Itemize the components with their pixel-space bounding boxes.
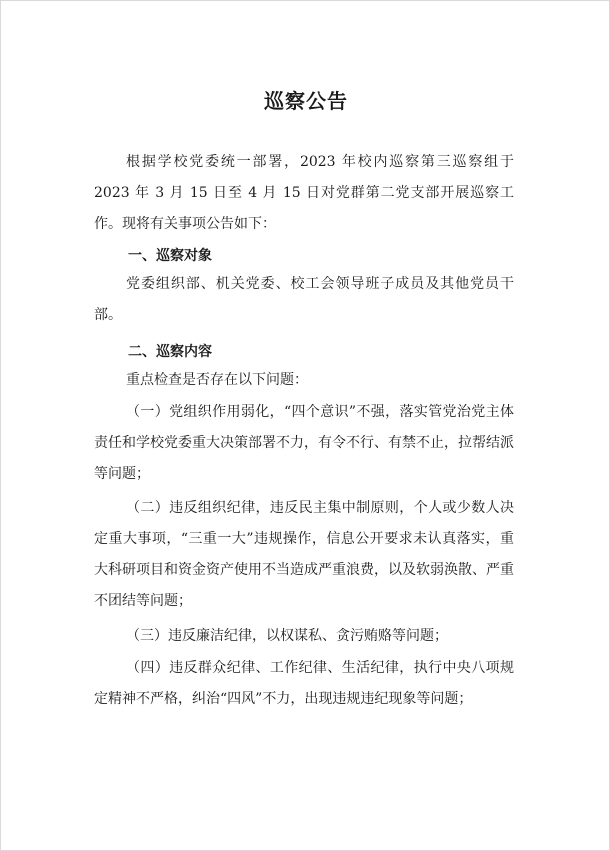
section-heading-targets: 一、巡察对象 [128,248,212,264]
intro-paragraph: 根据学校党委统一部署，2023 年校内巡察第三巡察组于 2023 年 3 月 15 日至 4 月 15 日对党群第二党支部开展巡察工作。现将有关事项公告如下： [94,154,514,232]
content-item-3: （三）违反廉洁纪律，以权谋私、贪污贿赂等问题； [126,628,448,644]
content-item-4: （四）违反群众纪律、工作纪律、生活纪律，执行中央八项规定精神不严格，纠治“四风”不力，出现违规违纪现象等问题； [94,660,514,707]
section-heading-content: 二、巡察内容 [128,344,212,360]
content-item-2: （二）违反组织纪律，违反民主集中制原则，个人或少数人决定重大事项，“三重一大”违规操作，信息公开要求未认真落实，重大科研项目和资金资产使用不当造成严重浪费，以及软弱涣散、严重不团结等问题； [94,500,514,609]
content-lead: 重点检查是否存在以下问题： [126,372,308,388]
content-item-1: （一）党组织作用弱化，“四个意识”不强，落实管党治党主体责任和学校党委重大决策部署不力，有令不行、有禁不止，拉帮结派等问题； [94,404,514,482]
document-title: 巡察公告 [264,89,348,113]
targets-paragraph: 党委组织部、机关党委、校工会领导班子成员及其他党员干部。 [94,276,514,323]
